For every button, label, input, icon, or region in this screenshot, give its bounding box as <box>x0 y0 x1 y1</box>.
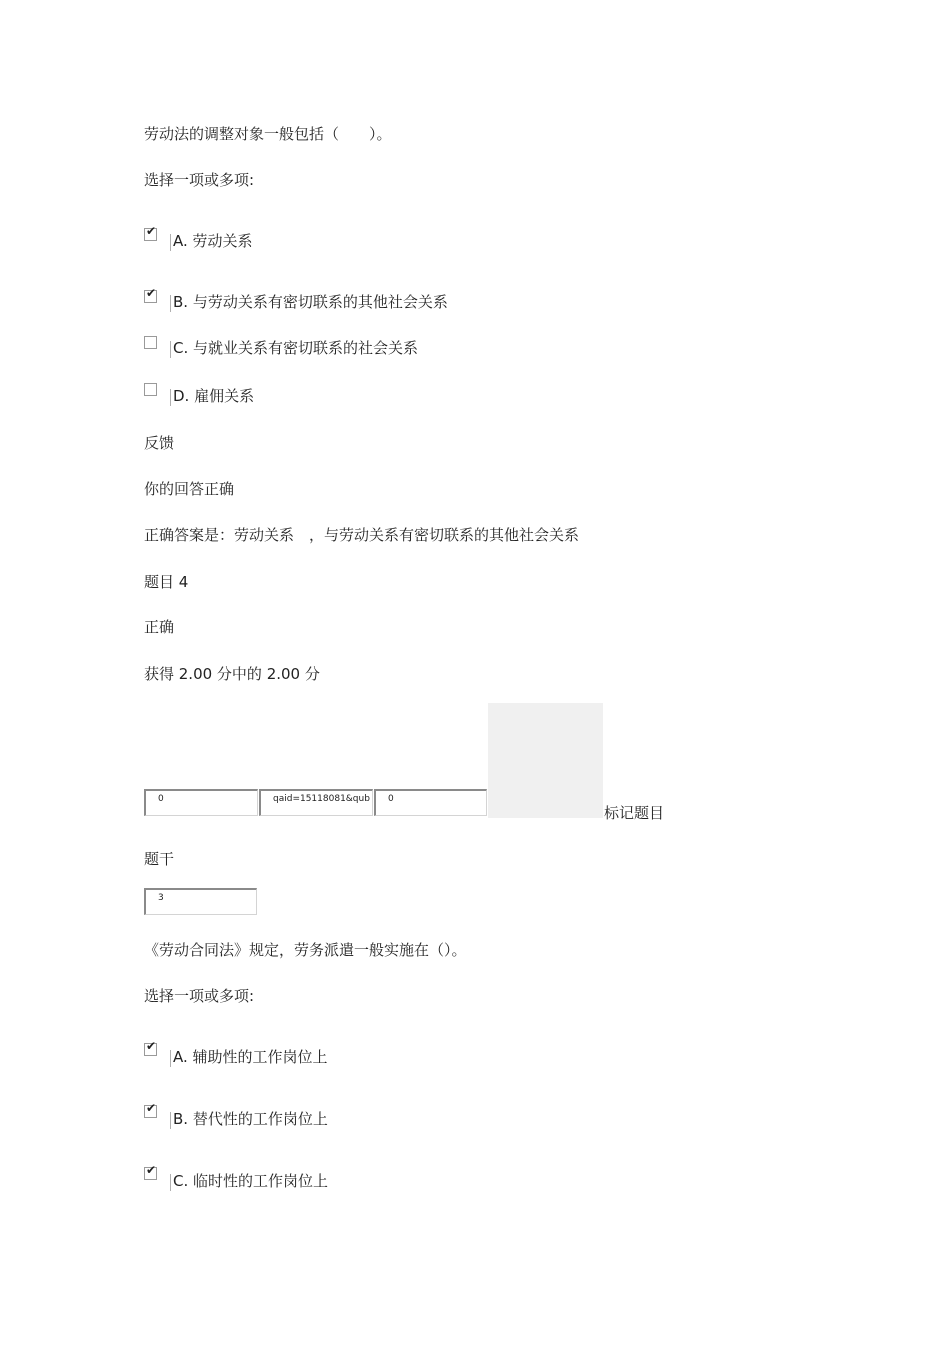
option-c-checkbox[interactable] <box>144 1163 157 1180</box>
placeholder-box <box>488 703 603 818</box>
question-number: 题目 4 <box>144 573 189 591</box>
checkmark-icon: ✔ <box>146 286 157 300</box>
option-b-checkbox[interactable] <box>144 1101 157 1118</box>
option-separator <box>170 389 171 406</box>
checkmark-icon: ✔ <box>146 1039 157 1053</box>
question-number-field[interactable]: 3 <box>144 888 257 915</box>
hidden-field-1[interactable]: 0 <box>144 789 258 816</box>
option-separator <box>170 1112 171 1129</box>
option-a-label[interactable]: A. 辅助性的工作岗位上 <box>173 1048 328 1066</box>
option-separator <box>170 1174 171 1191</box>
answer-instruction: 选择一项或多项: <box>144 171 255 189</box>
hidden-field-2[interactable]: qaid=15118081&qub <box>259 789 373 816</box>
option-c-label[interactable]: C. 临时性的工作岗位上 <box>173 1172 329 1190</box>
option-d-checkbox[interactable] <box>144 383 157 396</box>
option-separator <box>170 341 171 358</box>
checkmark-icon: ✔ <box>146 224 157 238</box>
answer-instruction: 选择一项或多项: <box>144 987 255 1005</box>
option-separator <box>170 1050 171 1067</box>
question-text: 劳动法的调整对象一般包括（ ）。 <box>144 125 392 143</box>
feedback-text: 你的回答正确 <box>144 480 235 498</box>
question-score: 获得 2.00 分中的 2.00 分 <box>144 665 320 683</box>
option-a-label[interactable]: A. 劳动关系 <box>173 232 253 250</box>
option-a-checkbox[interactable] <box>144 224 157 241</box>
correct-answer: 正确答案是：劳动关系 ，与劳动关系有密切联系的其他社会关系 <box>144 526 580 544</box>
option-d-label[interactable]: D. 雇佣关系 <box>173 387 255 405</box>
checkmark-icon: ✔ <box>146 1163 157 1177</box>
option-separator <box>170 234 171 251</box>
question-text: 《劳动合同法》规定，劳务派遣一般实施在（）。 <box>144 941 467 959</box>
flag-question-link[interactable]: 标记题目 <box>604 804 665 822</box>
checkmark-icon: ✔ <box>146 1101 157 1115</box>
option-separator <box>170 295 171 312</box>
hidden-field-3[interactable]: 0 <box>374 789 487 816</box>
question-status: 正确 <box>144 618 175 636</box>
option-c-label[interactable]: C. 与就业关系有密切联系的社会关系 <box>173 339 419 357</box>
feedback-heading: 反馈 <box>144 434 175 452</box>
option-a-checkbox[interactable] <box>144 1039 157 1056</box>
option-b-label[interactable]: B. 与劳动关系有密切联系的其他社会关系 <box>173 293 448 311</box>
option-b-label[interactable]: B. 替代性的工作岗位上 <box>173 1110 328 1128</box>
option-b-checkbox[interactable] <box>144 286 157 303</box>
question-stem-label: 题干 <box>144 850 175 868</box>
option-c-checkbox[interactable] <box>144 336 157 349</box>
